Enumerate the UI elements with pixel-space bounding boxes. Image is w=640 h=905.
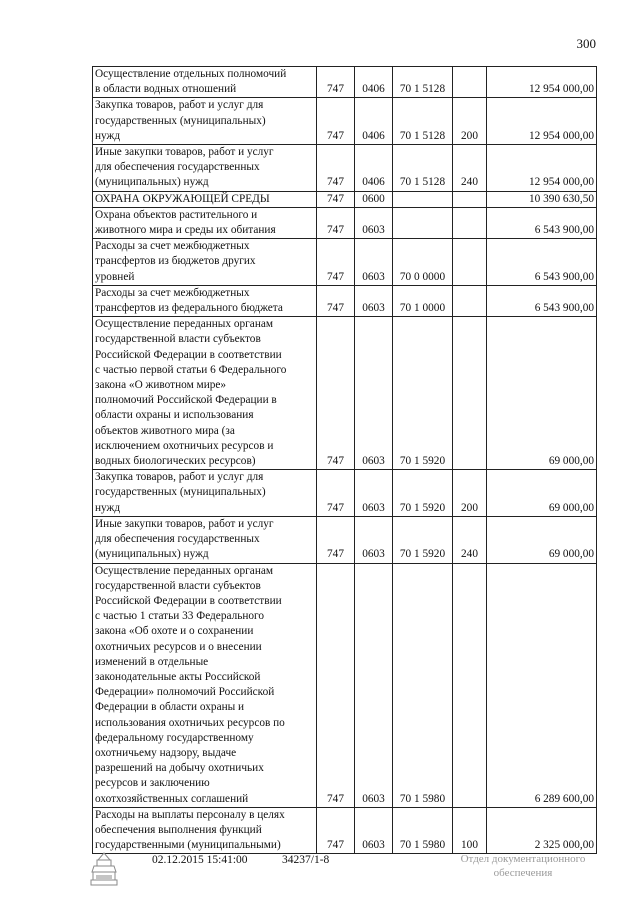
table-row (93, 516, 597, 563)
row-razdel-cell: 0603 (355, 317, 393, 470)
row-name-cell: Закупка товаров, работ и услуг для государственных (муниципальных) нужд (93, 98, 317, 145)
table-row (93, 563, 597, 807)
row-vr-cell (453, 191, 487, 207)
row-ved-cell: 747 (317, 98, 355, 145)
row-name-cell: Закупка товаров, работ и услуг для государственных (муниципальных) нужд (93, 470, 317, 517)
row-csr-cell: 70 1 5980 (393, 807, 453, 854)
row-csr-cell (393, 207, 453, 238)
row-name-cell: Охрана объектов растительного и животного мира и среды их обитания (93, 207, 317, 238)
row-ved-cell: 747 (317, 191, 355, 207)
printer-stamp-icon (90, 850, 118, 888)
row-csr-cell: 70 1 5920 (393, 317, 453, 470)
page-number: 300 (576, 36, 596, 51)
table-row (93, 98, 597, 145)
row-vr-cell (453, 207, 487, 238)
page-footer (0, 848, 640, 898)
row-name-cell: ОХРАНА ОКРУЖАЮЩЕЙ СРЕДЫ (93, 191, 317, 207)
row-name-cell: Осуществление переданных органам государственной власти субъектов Российской Федерации в соответствии с частью первой статьи 6 Федерального закона «О животном мире» полномочий Российской Федерации в области охраны и использования объектов животного мира (за исключением охотничьих ресурсов и водных биологических ресурсов) (93, 317, 317, 470)
row-razdel-cell: 0406 (355, 67, 393, 98)
row-vr-cell: 240 (453, 145, 487, 192)
row-razdel-cell: 0600 (355, 191, 393, 207)
row-ved-cell: 747 (317, 239, 355, 286)
row-razdel-cell: 0603 (355, 807, 393, 854)
row-razdel-cell: 0406 (355, 98, 393, 145)
row-csr-cell: 70 1 5128 (393, 145, 453, 192)
row-sum-cell: 69 000,00 (487, 516, 597, 563)
row-name-cell: Расходы на выплаты персоналу в целях обеспечения выполнения функций государственными (муниципальными) (93, 807, 317, 854)
row-vr-cell: 100 (453, 807, 487, 854)
footer-document-number: 34237/1-8 (282, 854, 330, 866)
row-razdel-cell: 0603 (355, 239, 393, 286)
row-csr-cell: 70 1 0000 (393, 285, 453, 316)
row-razdel-cell: 0406 (355, 145, 393, 192)
budget-table-body (93, 67, 597, 854)
row-ved-cell: 747 (317, 285, 355, 316)
row-csr-cell: 70 1 5128 (393, 67, 453, 98)
row-ved-cell: 747 (317, 563, 355, 807)
budget-table (92, 66, 597, 854)
row-vr-cell (453, 67, 487, 98)
table-row (93, 207, 597, 238)
row-razdel-cell: 0603 (355, 207, 393, 238)
row-sum-cell: 69 000,00 (487, 317, 597, 470)
row-sum-cell: 6 289 600,00 (487, 563, 597, 807)
row-vr-cell (453, 317, 487, 470)
row-csr-cell: 70 1 5128 (393, 98, 453, 145)
row-vr-cell: 200 (453, 98, 487, 145)
row-sum-cell: 12 954 000,00 (487, 98, 597, 145)
row-vr-cell (453, 285, 487, 316)
table-row (93, 285, 597, 316)
row-sum-cell: 69 000,00 (487, 470, 597, 517)
row-vr-cell: 200 (453, 470, 487, 517)
row-razdel-cell: 0603 (355, 516, 393, 563)
row-csr-cell: 70 1 5920 (393, 470, 453, 517)
row-ved-cell: 747 (317, 470, 355, 517)
row-razdel-cell: 0603 (355, 563, 393, 807)
row-name-cell: Осуществление переданных органам государственной власти субъектов Российской Федерации в соответствии с частью 1 статьи 33 Федерального закона «Об охоте и о сохранении охотничьих ресурсов и о внесении изменений в отдельные законодательные акты Российской Федерации» полномочий Российской Федерации в области охраны и использования охотничьих ресурсов по федеральному государственному охотничьему надзору, выдаче разрешений на добычу охотничьих ресурсов и заключению охотхозяйственных соглашений (93, 563, 317, 807)
row-ved-cell: 747 (317, 317, 355, 470)
table-row (93, 191, 597, 207)
row-sum-cell: 6 543 900,00 (487, 239, 597, 286)
row-razdel-cell: 0603 (355, 470, 393, 517)
row-name-cell: Иные закупки товаров, работ и услуг для обеспечения государственных (муниципальных) нужд (93, 516, 317, 563)
table-row (93, 145, 597, 192)
row-name-cell: Иные закупки товаров, работ и услуг для обеспечения государственных (муниципальных) нужд (93, 145, 317, 192)
table-row (93, 67, 597, 98)
row-sum-cell: 6 543 900,00 (487, 285, 597, 316)
row-vr-cell (453, 239, 487, 286)
row-sum-cell: 12 954 000,00 (487, 67, 597, 98)
row-ved-cell: 747 (317, 516, 355, 563)
row-name-cell: Осуществление отдельных полномочий в области водных отношений (93, 67, 317, 98)
row-csr-cell: 70 0 0000 (393, 239, 453, 286)
table-row (93, 239, 597, 286)
row-sum-cell: 2 325 000,00 (487, 807, 597, 854)
row-name-cell: Расходы за счет межбюджетных трансфертов из федерального бюджета (93, 285, 317, 316)
row-ved-cell: 747 (317, 145, 355, 192)
row-sum-cell: 6 543 900,00 (487, 207, 597, 238)
row-name-cell: Расходы за счет межбюджетных трансфертов из бюджетов других уровней (93, 239, 317, 286)
row-csr-cell: 70 1 5980 (393, 563, 453, 807)
row-csr-cell: 70 1 5920 (393, 516, 453, 563)
table-row (93, 317, 597, 470)
footer-datetime: 02.12.2015 15:41:00 (152, 854, 248, 866)
table-row (93, 807, 597, 854)
footer-department-stamp: Отдел документационного обеспечения (460, 853, 586, 879)
row-ved-cell: 747 (317, 67, 355, 98)
row-vr-cell: 240 (453, 516, 487, 563)
row-razdel-cell: 0603 (355, 285, 393, 316)
table-row (93, 470, 597, 517)
row-vr-cell (453, 563, 487, 807)
row-ved-cell: 747 (317, 807, 355, 854)
row-csr-cell (393, 191, 453, 207)
row-sum-cell: 12 954 000,00 (487, 145, 597, 192)
row-sum-cell: 10 390 630,50 (487, 191, 597, 207)
row-ved-cell: 747 (317, 207, 355, 238)
